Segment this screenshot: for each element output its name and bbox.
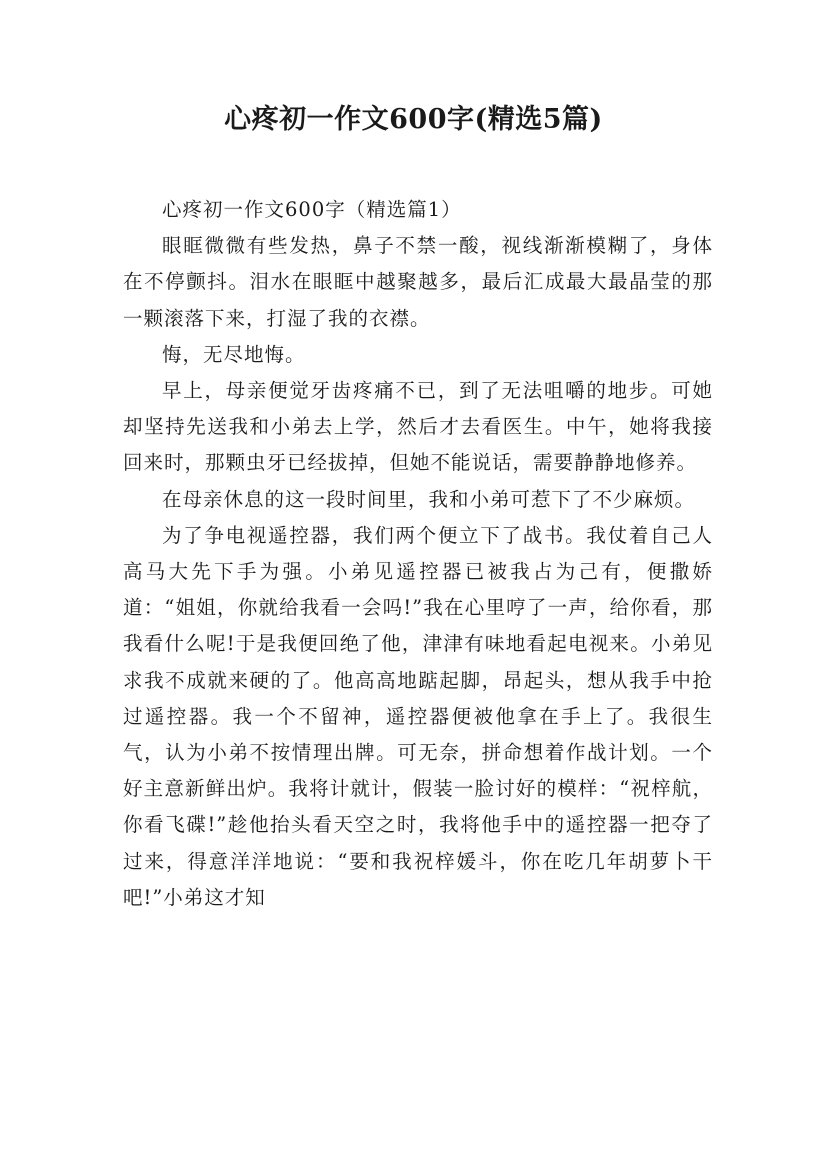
paragraph: 悔，无尽地悔。 bbox=[162, 342, 306, 366]
section-heading: 心疼初一作文600字（精选篇1） bbox=[162, 198, 462, 221]
paragraph: 在母亲休息的这一段时间里，我和小弟可惹下了不少麻烦。 bbox=[162, 487, 696, 511]
paragraph: 眼眶微微有些发热，鼻子不禁一酸，视线渐渐模糊了，身体在不停颤抖。泪水在眼眶中越聚越多，最后汇成最大最晶莹的那一颗滚落下来，打湿了我的衣襟。 bbox=[123, 234, 713, 330]
paragraph: 早上，母亲便觉牙齿疼痛不已，到了无法咀嚼的地步。可她却坚持先送我和小弟去上学，然后才去看医生。中午，她将我接回来时，那颗虫牙已经拔掉，但她不能说话，需要静静地修养。 bbox=[123, 379, 713, 475]
article-body bbox=[123, 192, 713, 916]
paragraph: 为了争电视遥控器，我们两个便立下了战书。我仗着自己人高马大先下手为强。小弟见遥控器已被我占为己有，便撒娇道：“姐姐，你就给我看一会吗!”我在心里哼了一声，给你看，那我看什么呢!于是我便回绝了他，津津有味地看起电视来。小弟见求我不成就来硬的了。他高高地踮起脚，昂起头，想从我手中抢过遥控器。我一个不留神，遥控器便被他拿在手上了。我很生气，认为小弟不按情理出牌。可无奈，拼命想着作战计划。一个好主意新鲜出炉。我将计就计，假装一脸讨好的模样：“祝梓航，你看飞碟!”趁他抬头看天空之时，我将他手中的遥控器一把夺了过来，得意洋洋地说：“要和我祝梓媛斗，你在吃几年胡萝卜干吧!”小弟这才知 bbox=[123, 523, 713, 909]
document-title: 心疼初一作文600字(精选5篇) bbox=[224, 104, 603, 135]
